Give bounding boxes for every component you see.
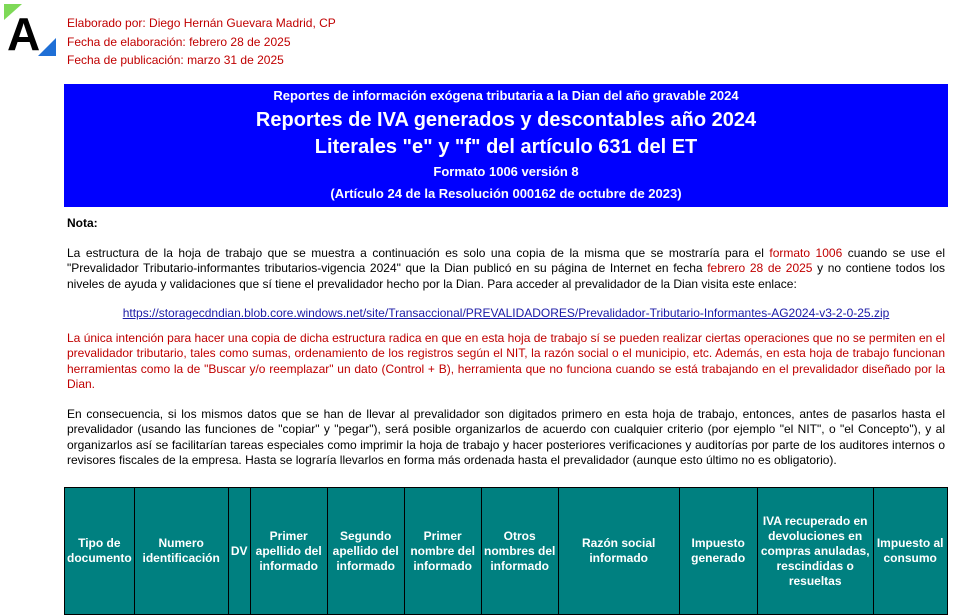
header-razon-social[interactable]: Razón social informado [558, 488, 679, 615]
banner-resolution: (Artículo 24 de la Resolución 000162 de octubre de 2023) [330, 186, 682, 201]
banner-subtitle: Reportes de información exógena tributaria a la Dian del año gravable 2024 [273, 88, 739, 103]
document-meta [67, 14, 336, 70]
logo [4, 4, 56, 58]
note-paragraph-3: En consecuencia, si los mismos datos que se han de llevar al prevalidador son digitados primero en esta hoja de trabajo, entonces, antes de pasarlos hasta el prevalidador (usando las funciones de "copiar" y "pegar"), será posible organizarlos de acuerdo con cualquier criterio (por ejemplo "el NIT", o "el Concepto"), y al organizarlos así se facilitarían tareas especiales como imprimir la hoja de trabajo y hacer posteriores verificaciones y auditorías por parte de los auditores internos o revisores fiscales de la empresa. Hasta se lograría llevarlos en forma más ordenada hasta el prevalidador (aunque esto último no es obligatorio). [67, 407, 945, 467]
logo-letter: A [7, 8, 41, 58]
format-highlight: formato 1006 [769, 246, 843, 260]
header-otros-nombres[interactable]: Otros nombres del informado [481, 488, 558, 615]
header-primer-nombre[interactable]: Primer nombre del informado [404, 488, 481, 615]
date-highlight: febrero 28 de 2025 [707, 261, 813, 276]
data-table [64, 487, 948, 615]
creation-date: Fecha de elaboración: febrero 28 de 2025 [67, 34, 291, 49]
note-paragraph-2: La única intención para hacer una copia de dicha estructura radica en que en esta hoja de trabajo sí se pueden realizar ciertas operaciones que no se permiten en el prevalidador tributario, tales como sumas, ordenamiento de los registros según el NIT, la razón social o el municipio, etc. Además, en esta hoja de trabajo funcionan herramientas como la de "Buscar y/o reemplazar" un dato (Control + B), herramienta que no funciona cuando se está trabajando en el prevalidador diseñado por la Dian. [67, 331, 945, 391]
prevalidator-link[interactable]: https://storagecdndian.blob.core.windows.net/site/Transaccional/PREVALIDADORES/Prevalidador-Tributario-Informantes-AG2024-v3-2-0-25.zip [122, 306, 890, 320]
note-title: Nota: [67, 216, 98, 230]
header-numero-identificacion[interactable]: Numero identificación [134, 488, 228, 615]
header-tipo-documento[interactable]: Tipo de documento [65, 488, 135, 615]
logo-mark-icon [4, 4, 56, 58]
note-paragraph-1: La estructura de la hoja de trabajo que se muestra a continuación es solo una copia de la misma que se mostraría para el formato 1006 cuando se use el "Prevalidador Tributario-informantes tributarios-vigencia 2024" que la Dian publicó en su página de Internet en fecha febrero 28 de 2025 y no contiene todos los niveles de ayuda y validaciones que sí tiene el prevalidador hecho por la Dian. Para acceder al prevalidador de la Dian visita este enlace: [67, 246, 945, 291]
title-banner [64, 84, 948, 207]
banner-title: Reportes de IVA generados y descontables año 2024 [255, 109, 757, 131]
publication-date: Fecha de publicación: marzo 31 de 2025 [67, 53, 284, 67]
banner-title-2: Literales "e" y "f" del artículo 631 del ET [314, 136, 698, 158]
header-dv[interactable]: DV [228, 488, 250, 615]
header-primer-apellido[interactable]: Primer apellido del informado [250, 488, 327, 615]
banner-format: Formato 1006 versión 8 [433, 164, 579, 179]
table-header-row [65, 488, 948, 615]
header-segundo-apellido[interactable]: Segundo apellido del informado [327, 488, 404, 615]
header-impuesto-consumo[interactable]: Impuesto al consumo [873, 488, 947, 615]
header-impuesto-generado[interactable]: Impuesto generado [679, 488, 757, 615]
header-iva-recuperado[interactable]: IVA recuperado en devoluciones en compras anuladas, rescindidas o resueltas [757, 488, 873, 615]
author: Elaborado por: Diego Hernán Guevara Madrid, CP [67, 16, 336, 30]
